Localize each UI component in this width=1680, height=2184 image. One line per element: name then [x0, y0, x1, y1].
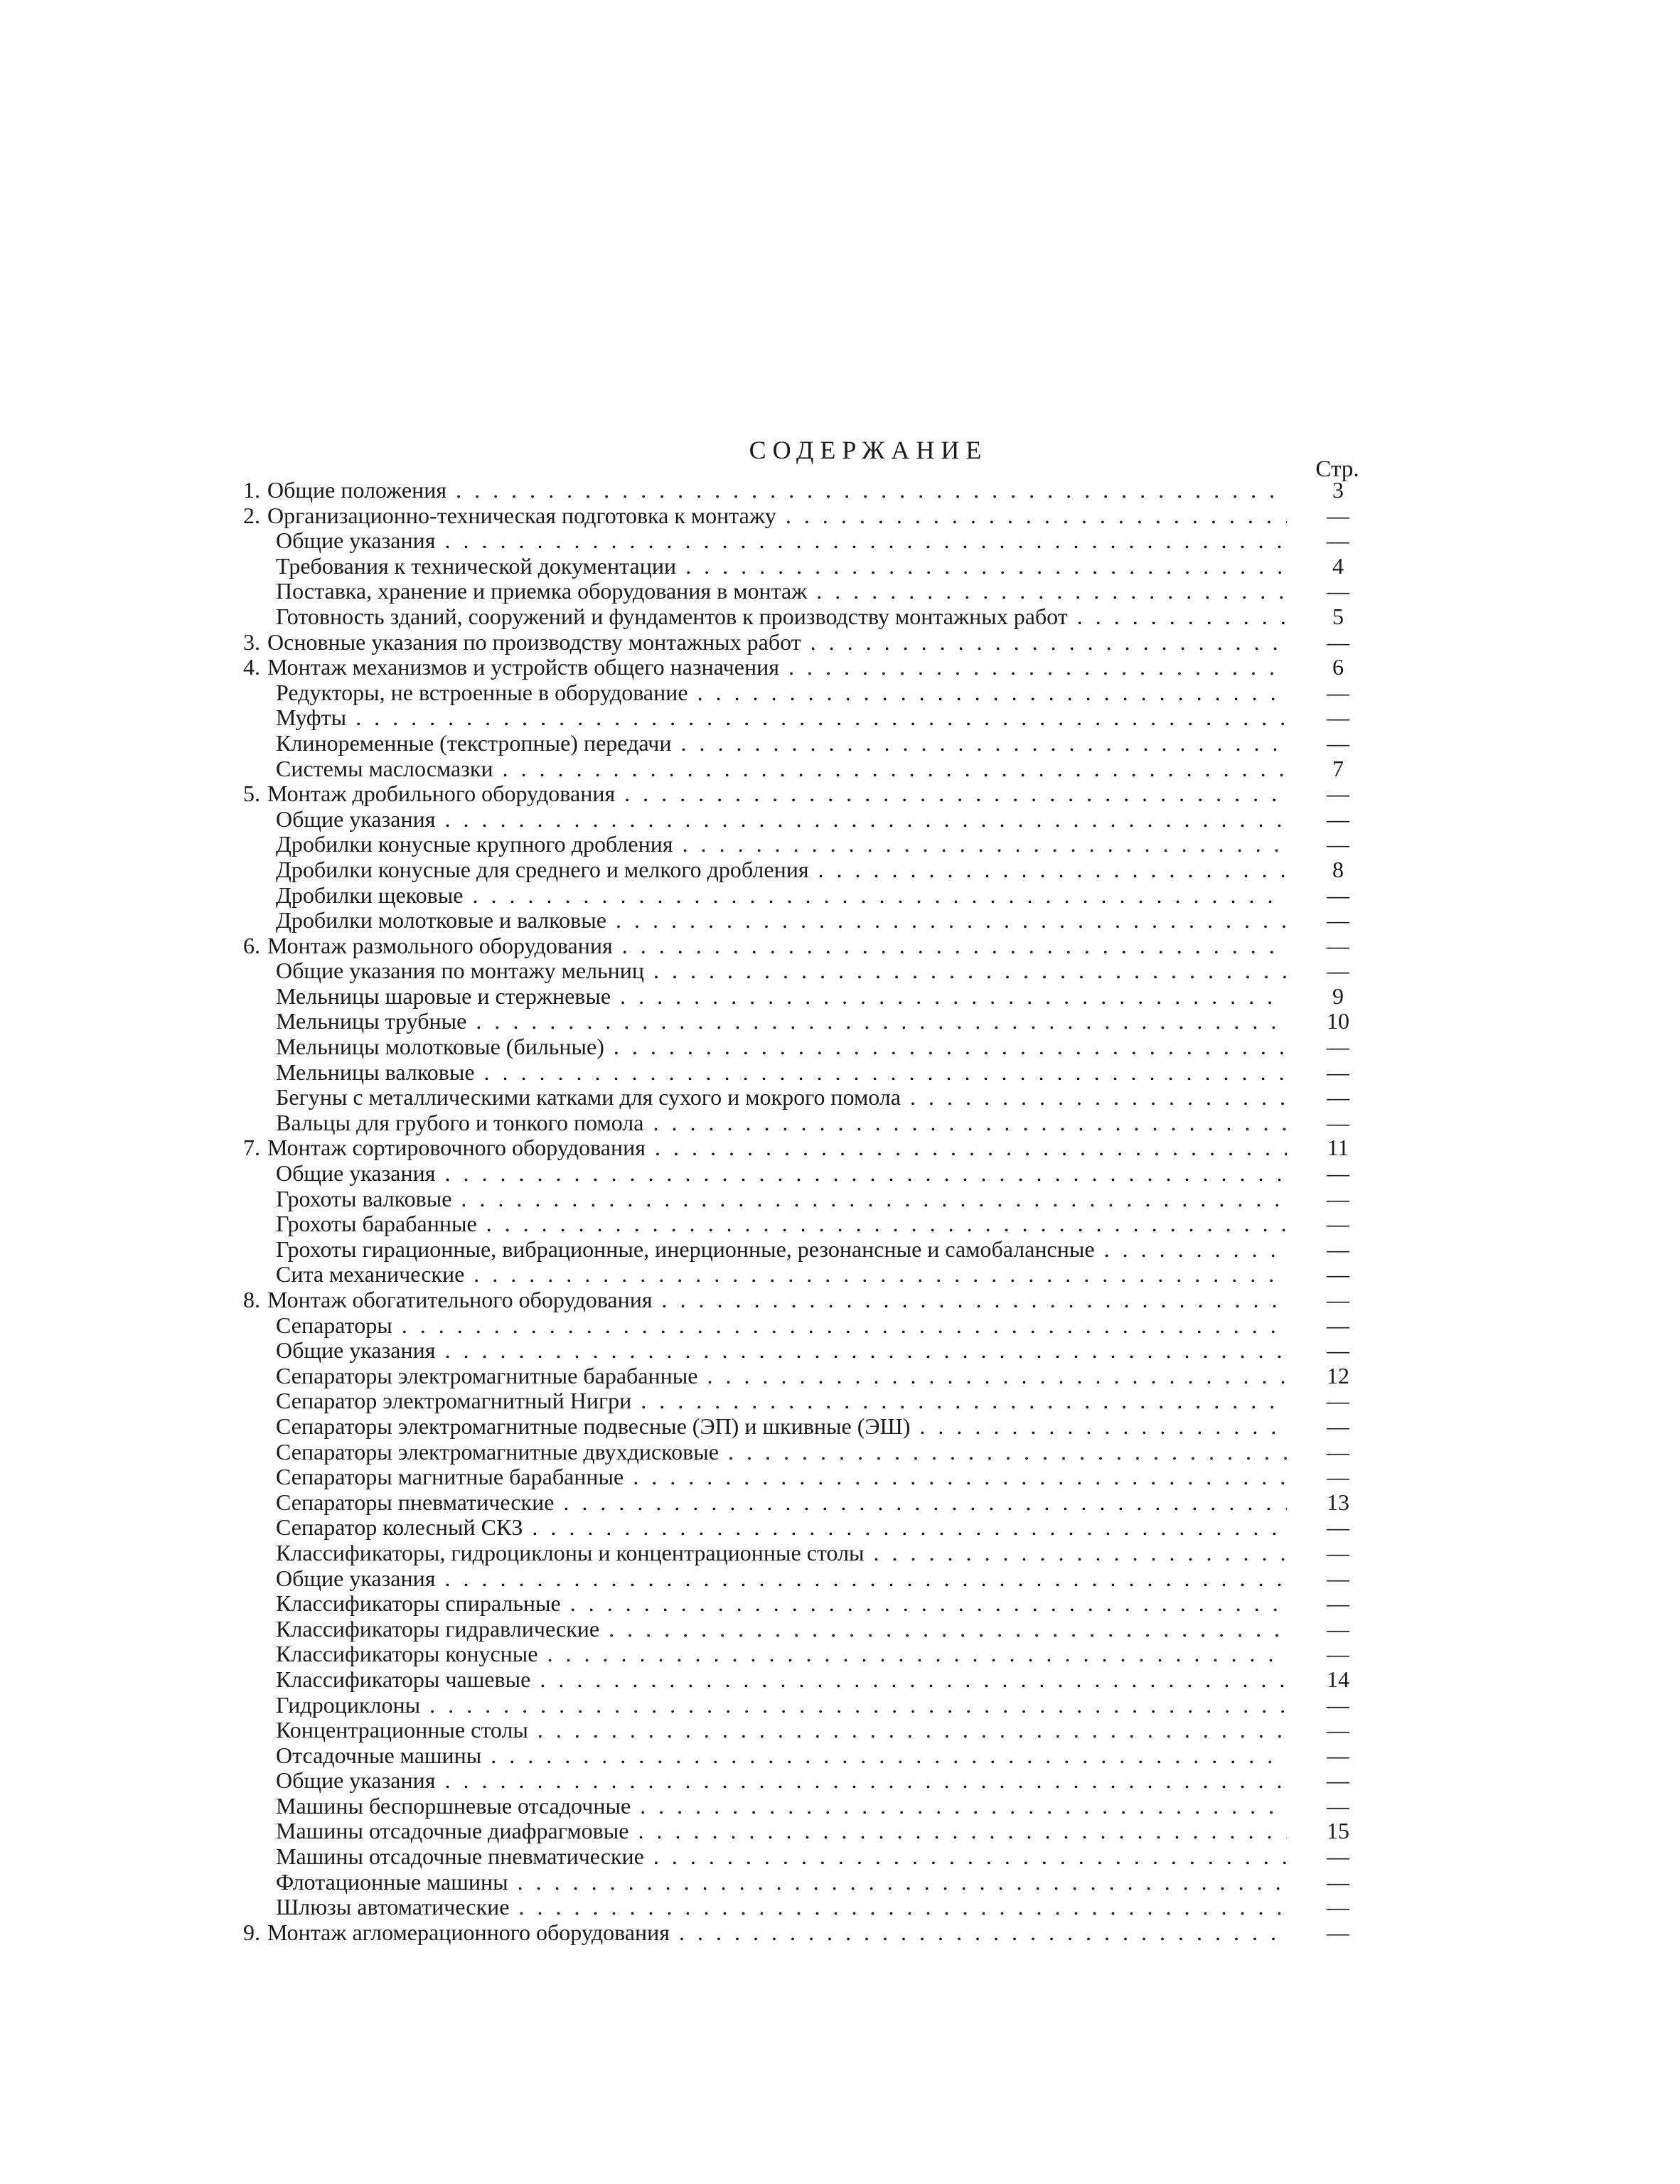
toc-entry-title: Сепараторы электромагнитные барабанные . . .: [276, 1364, 1287, 1389]
toc-entry-title: Общие указания . . .: [276, 807, 1287, 833]
toc-page-number: 15: [1327, 1818, 1349, 1844]
toc-subsection: [228, 1440, 1372, 1465]
toc-page-number: 13: [1327, 1489, 1349, 1515]
toc-page-number: —: [1327, 528, 1349, 554]
toc-page-number: —: [1327, 1059, 1349, 1085]
toc-page-number: —: [1327, 1413, 1349, 1439]
toc-subsection: [228, 1364, 1372, 1389]
toc-subsection: [228, 1388, 1372, 1414]
toc-subsection: [228, 1617, 1372, 1642]
toc-subsection: [228, 1541, 1372, 1566]
toc-page-number: —: [1327, 781, 1349, 807]
toc-entry-title: Монтаж сортировочного оборудования . . .: [267, 1135, 1287, 1161]
toc-page-number: 10: [1327, 1008, 1349, 1034]
toc-entry-title: Общие указания . . .: [276, 528, 1287, 554]
toc-page-number: —: [1327, 1565, 1349, 1591]
toc-entry-title: Сепараторы . . .: [276, 1313, 1287, 1339]
toc-entry-title: Концентрационные столы . . .: [276, 1718, 1287, 1743]
toc-entry-title: Флотационные машины . . .: [276, 1870, 1287, 1895]
toc-entry-title: Сепаратор колесный СКЗ . . .: [276, 1515, 1287, 1541]
toc-entry-title: Готовность зданий, сооружений и фундаментов к производству монтажных работ . . .: [276, 604, 1287, 630]
toc-entry-title: Клиноременные (текстропные) передачи . . .: [276, 731, 1287, 756]
toc-page-number: 6: [1332, 654, 1344, 680]
toc-subsection: [228, 1693, 1372, 1718]
toc-section: [228, 503, 1372, 529]
toc-subsection: [228, 1895, 1372, 1920]
toc-subsection: [228, 1844, 1372, 1870]
toc-entry-title: Машины беспоршневые отсадочные . . .: [276, 1794, 1287, 1819]
toc-entry-title: Сепараторы электромагнитные подвесные (ЭП) и шкивные (ЭШ) . . .: [276, 1414, 1287, 1440]
toc-subsection: [228, 1187, 1372, 1212]
toc-entry-title: Общие указания . . .: [276, 1338, 1287, 1364]
toc-page-number: 9: [1332, 983, 1344, 1009]
toc-page-number: —: [1327, 1868, 1349, 1895]
toc-subsection: [228, 604, 1372, 630]
toc-subsection: [228, 1794, 1372, 1819]
toc-page-number: —: [1327, 1742, 1349, 1768]
toc-title: СОДЕРЖАНИЕ: [749, 436, 988, 464]
toc-entry-title: Дробилки конусные крупного дробления . . .: [276, 832, 1287, 857]
toc-entry-title: Мельницы молотковые (бильные) . . .: [276, 1034, 1287, 1060]
toc-entry-title: Мельницы трубные . . .: [276, 1009, 1287, 1034]
toc-number: 9.: [243, 1919, 260, 1945]
toc-subsection: [228, 1515, 1372, 1541]
toc-subsection: [228, 1110, 1372, 1136]
toc-page-number: 4: [1332, 552, 1344, 579]
toc-number: 2.: [243, 502, 260, 528]
toc-entry-title: Редукторы, не встроенные в оборудование . . .: [276, 680, 1287, 706]
toc-subsection: [228, 705, 1372, 731]
toc-entry-title: Монтаж обогатительного оборудования . . .: [267, 1288, 1287, 1313]
toc-entry-title: Общие указания . . .: [276, 1566, 1287, 1592]
toc-subsection: [228, 1667, 1372, 1693]
toc-subsection: [228, 680, 1372, 706]
toc-page-number: —: [1327, 1312, 1349, 1338]
toc-subsection: [228, 958, 1372, 984]
toc-entry-title: Классификаторы конусные . . .: [276, 1642, 1287, 1667]
toc-page-number: —: [1327, 1792, 1349, 1819]
toc-page-number: —: [1327, 1211, 1349, 1237]
toc-page-number: 7: [1332, 755, 1344, 781]
toc-subsection: [228, 883, 1372, 909]
toc-subsection: [228, 1262, 1372, 1288]
toc-subsection: [228, 1743, 1372, 1769]
toc-entry-title: Монтаж механизмов и устройств общего назначения . . .: [267, 655, 1287, 680]
toc-subsection: [228, 1161, 1372, 1187]
toc-number: 1.: [243, 477, 260, 503]
toc-entry-title: Монтаж агломерационного оборудования . . .: [267, 1920, 1287, 1946]
toc-page-number: —: [1327, 1919, 1349, 1945]
toc-entry-title: Сепараторы электромагнитные двухдисковые . . .: [276, 1440, 1287, 1465]
toc-page-number: —: [1327, 1287, 1349, 1312]
toc-subsection: [228, 731, 1372, 756]
toc-page-number: —: [1327, 1615, 1349, 1642]
toc-page-number: —: [1327, 502, 1349, 528]
toc-entry-title: Машины отсадочные диафрагмовые . . .: [276, 1819, 1287, 1844]
toc-entry-title: Гидроциклоны . . .: [276, 1693, 1287, 1718]
toc-section: [228, 1135, 1372, 1161]
toc-page-number: —: [1327, 729, 1349, 756]
toc-page-number: —: [1327, 882, 1349, 908]
toc-page-number: —: [1327, 1388, 1349, 1414]
toc-section: [228, 933, 1372, 959]
toc-subsection: [228, 1718, 1372, 1743]
toc-entry-title: Дробилки щековые . . .: [276, 883, 1287, 909]
toc-page-number: —: [1327, 1337, 1349, 1364]
toc-number: 7.: [243, 1135, 260, 1161]
toc-subsection: [228, 857, 1372, 883]
toc-entry-title: Классификаторы гидравлические . . .: [276, 1617, 1287, 1642]
toc-subsection: [228, 1060, 1372, 1086]
toc-subsection: [228, 807, 1372, 833]
toc-section: [228, 478, 1372, 503]
toc-page-number: —: [1327, 1514, 1349, 1541]
toc-page-number: 8: [1332, 856, 1344, 882]
toc-page-number: —: [1327, 705, 1349, 731]
toc-entry-title: Общие указания по монтажу мельниц . . .: [276, 958, 1287, 984]
toc-entry-title: Грохоты валковые . . .: [276, 1187, 1287, 1212]
toc-section: [228, 1920, 1372, 1946]
toc-entry-title: Классификаторы, гидроциклоны и концентрационные столы . . .: [276, 1541, 1287, 1566]
toc-page-number: —: [1327, 1236, 1349, 1262]
toc-entry-title: Классификаторы спиральные . . .: [276, 1591, 1287, 1617]
toc-section: [228, 1288, 1372, 1313]
toc-page-number: —: [1327, 1185, 1349, 1211]
toc-entry-title: Общие указания . . .: [276, 1161, 1287, 1187]
toc-entry-title: Машины отсадочные пневматические . . .: [276, 1844, 1287, 1870]
toc-entry-title: Муфты . . .: [276, 705, 1287, 731]
toc-entry-title: Монтаж размольного оборудования . . .: [267, 933, 1287, 959]
toc-page-number: —: [1327, 1084, 1349, 1110]
toc-entry-title: Сепараторы пневматические . . .: [276, 1490, 1287, 1516]
toc-subsection: [228, 1870, 1372, 1895]
toc-subsection: [228, 1414, 1372, 1440]
toc-page-number: 3: [1332, 477, 1344, 503]
toc-entry-title: Отсадочные машины . . .: [276, 1743, 1287, 1769]
toc-page-number: —: [1327, 1438, 1349, 1465]
toc-subsection: [228, 554, 1372, 579]
toc-page-number: —: [1327, 1261, 1349, 1288]
toc-page-number: —: [1327, 1590, 1349, 1617]
toc-entry-title: Общие положения . . .: [267, 478, 1287, 503]
toc-number: 6.: [243, 932, 260, 958]
toc-subsection: [228, 1338, 1372, 1364]
toc-subsection: [228, 1591, 1372, 1617]
toc-subsection: [228, 1819, 1372, 1844]
toc-subsection: [228, 1566, 1372, 1592]
toc-subsection: [228, 908, 1372, 933]
toc-subsection: [228, 1009, 1372, 1034]
toc-page-number: —: [1327, 1464, 1349, 1490]
toc-subsection: [228, 832, 1372, 857]
toc-page-number: 14: [1327, 1666, 1349, 1692]
toc-entry-title: Сепаратор электромагнитный Нигри . . .: [276, 1388, 1287, 1414]
toc-entry-title: Мельницы шаровые и стержневые . . .: [276, 984, 1287, 1010]
toc-entry-title: Системы маслосмазки . . .: [276, 756, 1287, 782]
toc-subsection: [228, 756, 1372, 782]
toc-page-number: —: [1327, 628, 1349, 655]
toc-section: [228, 630, 1372, 655]
toc-entry-title: Сита механические . . .: [276, 1262, 1287, 1288]
toc-page-number: —: [1327, 932, 1349, 958]
toc-page-number: —: [1327, 1160, 1349, 1187]
toc-page-number: 11: [1327, 1135, 1349, 1161]
page-column-header: Стр.: [1315, 456, 1359, 482]
toc-subsection: [228, 1237, 1372, 1263]
toc-page-number: —: [1327, 1717, 1349, 1743]
toc-subsection: [228, 579, 1372, 604]
toc-subsection: [228, 1490, 1372, 1516]
toc-entry-title: Бегуны с металлическими катками для сухого и мокрого помола . . .: [276, 1085, 1287, 1110]
toc-entry-title: Грохоты барабанные . . .: [276, 1211, 1287, 1237]
toc-entry-title: Требования к технической документации . . .: [276, 554, 1287, 579]
toc-page-number: —: [1327, 1034, 1349, 1060]
toc-subsection: [228, 984, 1372, 1010]
toc-page-number: —: [1327, 1641, 1349, 1667]
toc-entry-title: Дробилки молотковые и валковые . . .: [276, 908, 1287, 933]
toc-page-number: 12: [1327, 1362, 1349, 1388]
toc-subsection: [228, 1211, 1372, 1237]
toc-page-number: —: [1327, 1843, 1349, 1870]
toc-entry-title: Общие указания . . .: [276, 1768, 1287, 1794]
toc-page-number: —: [1327, 805, 1349, 832]
toc-entry-title: Дробилки конусные для среднего и мелкого дробления . . .: [276, 857, 1287, 883]
toc-entry-title: Монтаж дробильного оборудования . . .: [267, 781, 1287, 807]
toc-subsection: [228, 1034, 1372, 1060]
toc-number: 4.: [243, 654, 260, 680]
toc-entry-title: Классификаторы чашевые . . .: [276, 1667, 1287, 1693]
toc-entry-title: Мельницы валковые . . .: [276, 1060, 1287, 1086]
toc-page-number: 5: [1332, 603, 1344, 629]
toc-entry-title: Поставка, хранение и приемка оборудования в монтаж . . .: [276, 579, 1287, 604]
toc-page-number: —: [1327, 679, 1349, 705]
toc-entry-title: Шлюзы автоматические . . .: [276, 1895, 1287, 1920]
toc-entry-title: Сепараторы магнитные барабанные . . .: [276, 1465, 1287, 1490]
toc-subsection: [228, 1085, 1372, 1110]
toc-page-number: —: [1327, 831, 1349, 857]
toc-subsection: [228, 528, 1372, 554]
table-of-contents: [228, 478, 1372, 1945]
toc-entry-title: Вальцы для грубого и тонкого помола . . .: [276, 1110, 1287, 1136]
toc-section: [228, 655, 1372, 680]
toc-page-number: —: [1327, 958, 1349, 984]
toc-page-number: —: [1327, 1539, 1349, 1565]
toc-subsection: [228, 1313, 1372, 1339]
toc-page-number: —: [1327, 1894, 1349, 1920]
toc-number: 3.: [243, 628, 260, 655]
toc-entry-title: Организационно-техническая подготовка к монтажу . . .: [267, 503, 1287, 529]
toc-section: [228, 781, 1372, 807]
toc-page-number: —: [1327, 578, 1349, 604]
toc-page-number: —: [1327, 1767, 1349, 1794]
toc-subsection: [228, 1465, 1372, 1490]
toc-page-number: —: [1327, 907, 1349, 933]
toc-entry-title: Грохоты гирационные, вибрационные, инерционные, резонансные и самобалансные . . .: [276, 1237, 1287, 1263]
toc-subsection: [228, 1642, 1372, 1667]
toc-number: 8.: [243, 1287, 260, 1312]
toc-number: 5.: [243, 781, 260, 807]
toc-subsection: [228, 1768, 1372, 1794]
toc-page-number: —: [1327, 1109, 1349, 1135]
toc-page-number: —: [1327, 1691, 1349, 1718]
toc-entry-title: Основные указания по производству монтажных работ . . .: [267, 630, 1287, 655]
